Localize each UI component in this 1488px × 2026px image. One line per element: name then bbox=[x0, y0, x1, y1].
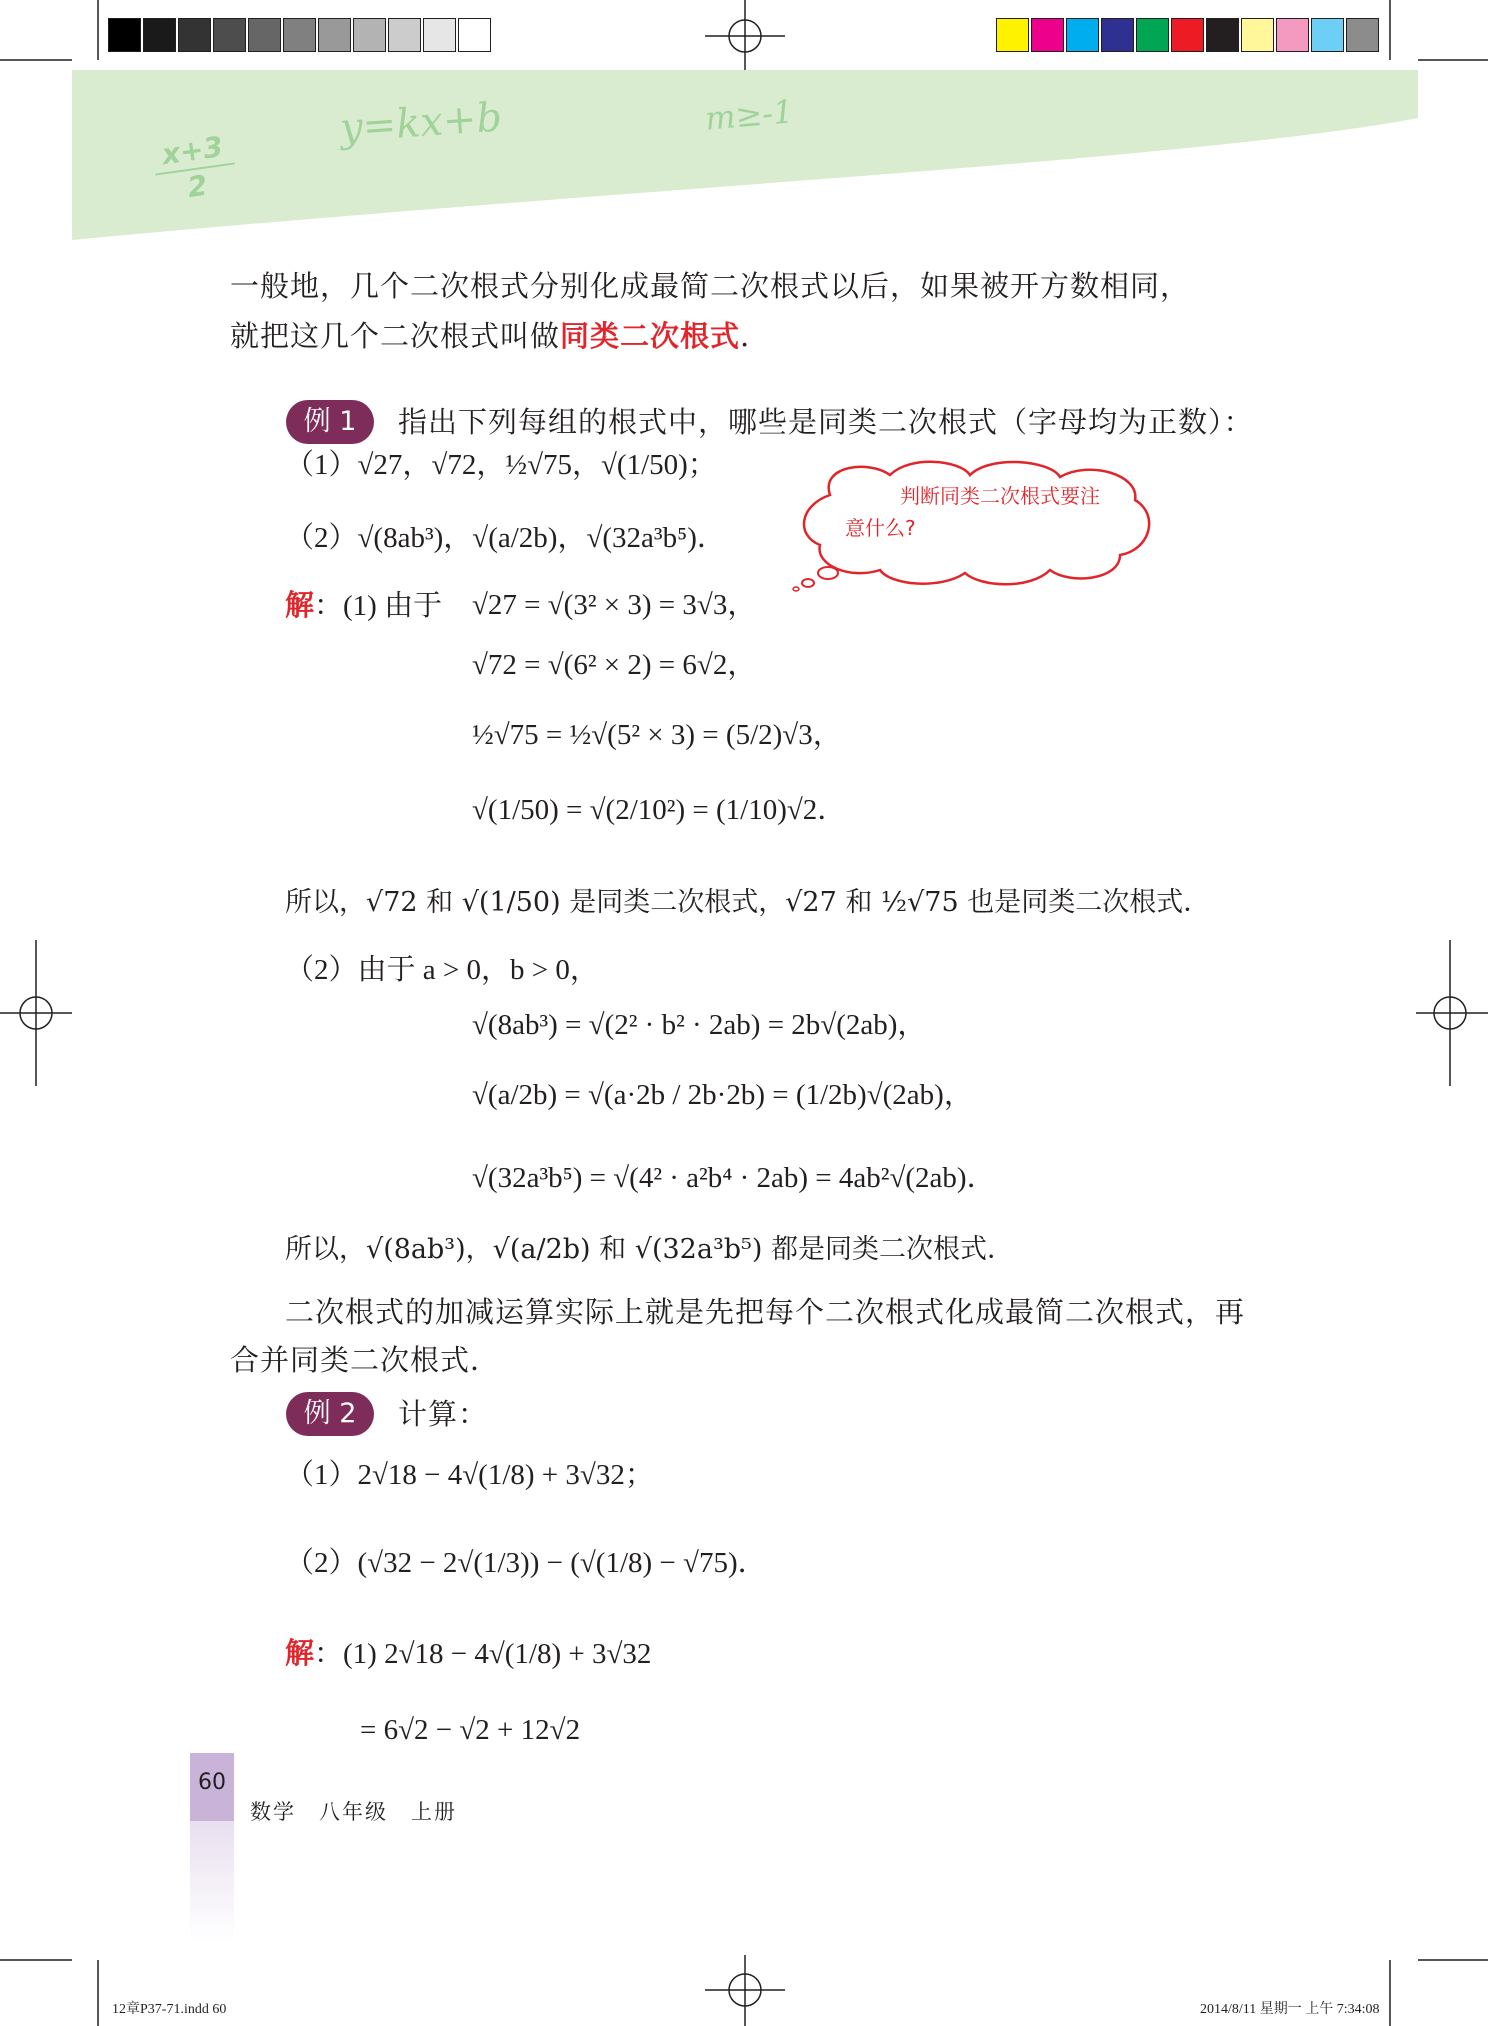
solution-2-step-1: √(8ab³) = √(2² · b² · 2ab) = 2b√(2ab)， bbox=[472, 1009, 927, 1041]
example-2-item-2: （2）(√32 − 2√(1/3)) − (√(1/8) − √75)． bbox=[285, 1547, 767, 1579]
solution-1-prefix: ：(1) 由于 bbox=[314, 590, 443, 622]
intro-line-2 bbox=[230, 312, 750, 360]
solution-2-step-3: √(32a³b⁵) = √(4² · a²b⁴ · 2ab) = 4ab²√(2ab)． bbox=[472, 1162, 996, 1194]
book-title: 数学 八年级 上册 bbox=[250, 1800, 457, 1824]
solution-2-intro: （2）由于 a > 0，b > 0， bbox=[285, 954, 599, 986]
intro-line-1: 一般地，几个二次根式分别化成最简二次根式以后，如果被开方数相同， bbox=[230, 269, 1191, 303]
solution-1-conclusion: 所以，√72 和 √(1/50) 是同类二次根式，√27 和 ½√75 也是同类二次根式． bbox=[285, 887, 1211, 918]
solution-2-step-2: √(a/2b) = √(a·2b / 2b·2b) = (1/2b)√(2ab)， bbox=[472, 1079, 973, 1111]
page-tab-fade bbox=[190, 1821, 234, 1941]
intro-line-2-suffix: . bbox=[740, 319, 751, 353]
solution-label-2: 解 bbox=[285, 1636, 315, 1670]
deco-denominator: 2 bbox=[155, 162, 239, 209]
header-deco-linear: y=kx+b bbox=[338, 94, 504, 152]
solution-1-step-2: √72 = √(6² × 2) = 6√2， bbox=[472, 649, 757, 681]
rule-line-2: 合并同类二次根式． bbox=[230, 1343, 501, 1377]
example-2-solution-step: = 6√2 − √2 + 12√2 bbox=[360, 1714, 581, 1746]
solution-1-step-1: √27 = √(3² × 3) = 3√3， bbox=[472, 589, 757, 621]
example-2-badge: 例 2 bbox=[286, 1392, 374, 1436]
intro-line-2-prefix: 就把这几个二次根式叫做 bbox=[230, 319, 561, 353]
example-1-prompt: 指出下列每组的根式中，哪些是同类二次根式（字母均为正数）： bbox=[398, 405, 1254, 439]
example-1-badge: 例 1 bbox=[286, 400, 374, 444]
file-name: 12章P37-71.indd 60 bbox=[112, 2002, 227, 2017]
solution-1-step-4: √(1/50) = √(2/10²) = (1/10)√2． bbox=[472, 794, 847, 826]
definition-term: 同类二次根式 bbox=[560, 319, 741, 353]
bubble-text: 判断同类二次根式要注意什么? bbox=[845, 484, 1100, 540]
print-timestamp: 2014/8/11 星期一 上午 7:34:08 bbox=[1200, 2002, 1380, 2017]
header-deco-fraction bbox=[151, 129, 240, 209]
solution-label: 解 bbox=[285, 588, 315, 622]
example-2-solution bbox=[285, 1628, 651, 1679]
example-2-prompt: 计算： bbox=[398, 1397, 489, 1431]
page-number: 60 bbox=[198, 1770, 226, 1795]
example-2-solution-1: ：(1) 2√18 − 4√(1/8) + 3√32 bbox=[314, 1638, 652, 1670]
header-deco-inequality: m≥-1 bbox=[703, 92, 795, 138]
solution-1-step-3: ½√75 = ½√(5² × 3) = (5/2)√3， bbox=[472, 719, 842, 751]
deco-numerator: x+3 bbox=[159, 130, 225, 172]
solution-2-conclusion: 所以，√(8ab³)，√(a/2b) 和 √(32a³b⁵) 都是同类二次根式． bbox=[285, 1234, 1014, 1265]
example-1-solution-1-intro bbox=[285, 580, 442, 631]
example-1-item-1: （1）√27，√72，½√75，√(1/50)； bbox=[285, 449, 717, 481]
rule-line-1: 二次根式的加减运算实际上就是先把每个二次根式化成最简二次根式，再 bbox=[285, 1295, 1246, 1329]
example-2-item-1: （1）2√18 − 4√(1/8) + 3√32； bbox=[285, 1459, 654, 1491]
example-1-item-2: （2）√(8ab³)，√(a/2b)，√(32a³b⁵)． bbox=[285, 522, 726, 554]
